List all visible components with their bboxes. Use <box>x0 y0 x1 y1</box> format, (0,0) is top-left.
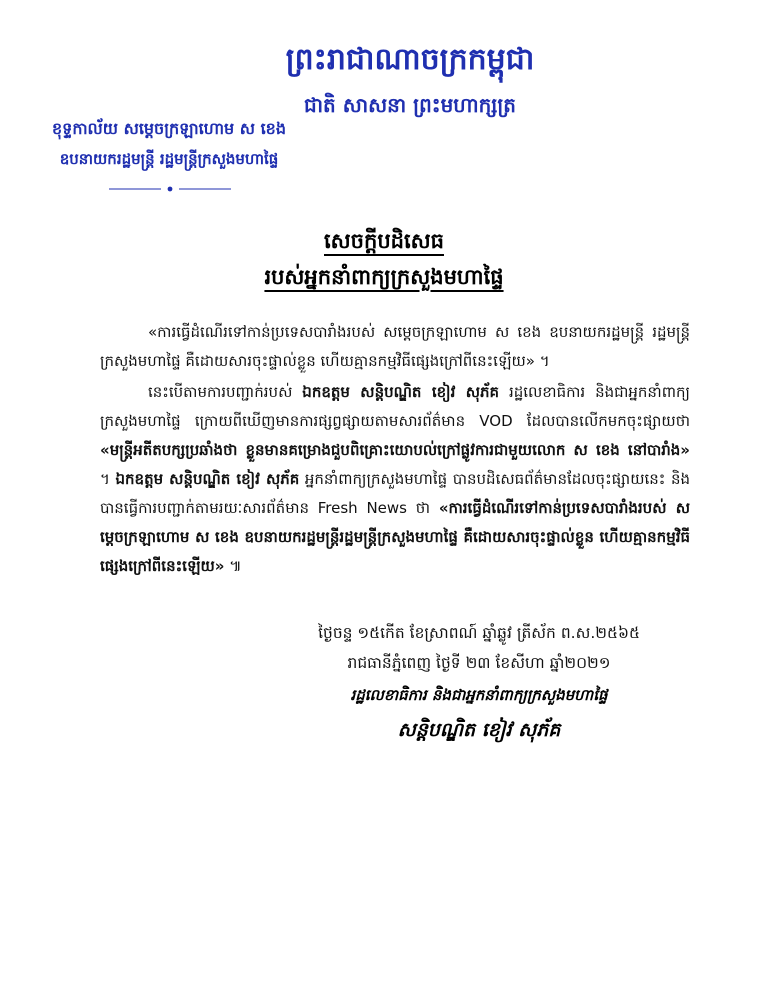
document-subtitle-text: របស់អ្នកនាំពាក្យក្រសួងមហាផ្ទៃ <box>264 264 504 289</box>
para-text-4: អ្នកនាំពាក្យក្រសួងមហាផ្ទៃ បានបដិសេធព័ត៌មានដែលចុះផ្សាយនេះ និងបានធ្វើការបញ្ជាក់តាមរយៈសារព័ត៌មាន Fresh News ថា <box>100 470 690 517</box>
vod-quote: «មន្ត្រីអតីតបក្សប្រឆាំងថា ខ្លួនមានគម្រោងជួបពិគ្រោះយោបល់ក្រៅផ្លូវការជាមួយលោក ស ខេង នៅបារាំង» <box>100 441 690 459</box>
para-text-5: ៕ <box>224 557 242 575</box>
ornament-divider-icon <box>105 184 235 194</box>
document-subtitle <box>0 264 768 295</box>
spokesperson-name-2: ឯកឧត្តម សន្តិបណ្ឌិត ខៀវ សុភ័គ <box>115 470 300 488</box>
document-title-text: សេចក្តីបដិសេធ <box>324 228 444 253</box>
document-title <box>0 228 768 259</box>
paragraph-quote: «ការធ្វើដំណើរទៅកាន់ប្រទេសបារាំងរបស់ សម្តេចក្រឡាហោម ស ខេង ឧបនាយករដ្ឋមន្ត្រី រដ្ឋមន្ត្រីក្រសួងមហាផ្ទៃ គឺដោយសារចុះផ្ទាល់ខ្លួន ហើយគ្មានកម្មវិធីផ្សេងក្រៅពីនេះឡើយ» ។ <box>100 323 690 370</box>
para-text-2: រដ្ឋលេខាធិការ និងជាអ្នកនាំពាក្យក្រសួងមហាផ្ទៃ ក្រោយពីឃើញមានការផ្សព្វផ្សាយតាមសារព័ត៌មាន VOD ដែលបានលើកមកចុះផ្សាយថា <box>100 383 690 430</box>
kingdom-title: ព្រះរាជាណាចក្រកម្ពុជា <box>285 42 535 77</box>
office-subtitle: ឧបនាយករដ្ឋមន្ត្រី រដ្ឋមន្ត្រីក្រសួងមហាផ្ទៃ <box>59 150 279 168</box>
paragraph-main <box>100 378 690 581</box>
signer-name: សន្តិបណ្ឌិត ខៀវ សុភ័គ <box>397 719 561 741</box>
fresh-news-quote: «ការធ្វើដំណើរទៅកាន់ប្រទេសបារាំងរបស់ សម្តេចក្រឡាហោម ស ខេង ឧបនាយករដ្ឋមន្ត្រីរដ្ឋមន្ត្រីក្រសួងមហាផ្ទៃ គឺដោយសារចុះផ្ទាល់ខ្លួន ហើយគ្មានកម្មវិធីផ្សេងក្រៅពីនេះឡើយ» <box>100 499 690 575</box>
national-motto: ជាតិ សាសនា ព្រះមហាក្សត្រ <box>304 93 516 117</box>
date-lunar: ថ្ងៃចន្ទ ១៥កើត ខែស្រាពណ៍ ឆ្នាំឆ្លូវ ត្រីស័ក ព.ស.២៥៦៥ <box>318 624 640 642</box>
signer-title: រដ្ឋលេខាធិការ និងជាអ្នកនាំពាក្យក្រសួងមហាផ្ទៃ <box>350 686 608 704</box>
para-text-3: ។ <box>100 470 116 488</box>
date-solar: រាជធានីភ្នំពេញ ថ្ងៃទី ២៣ ខែសីហា ឆ្នាំ២០២១ <box>347 654 611 672</box>
spokesperson-name-1: ឯកឧត្តម សន្តិបណ្ឌិត ខៀវ សុភ័គ <box>302 383 500 401</box>
para-text-1: នេះបើតាមការបញ្ជាក់របស់ <box>148 383 303 401</box>
office-name: ខុទ្ទកាល័យ សម្តេចក្រឡាហោម ស ខេង <box>52 119 286 138</box>
